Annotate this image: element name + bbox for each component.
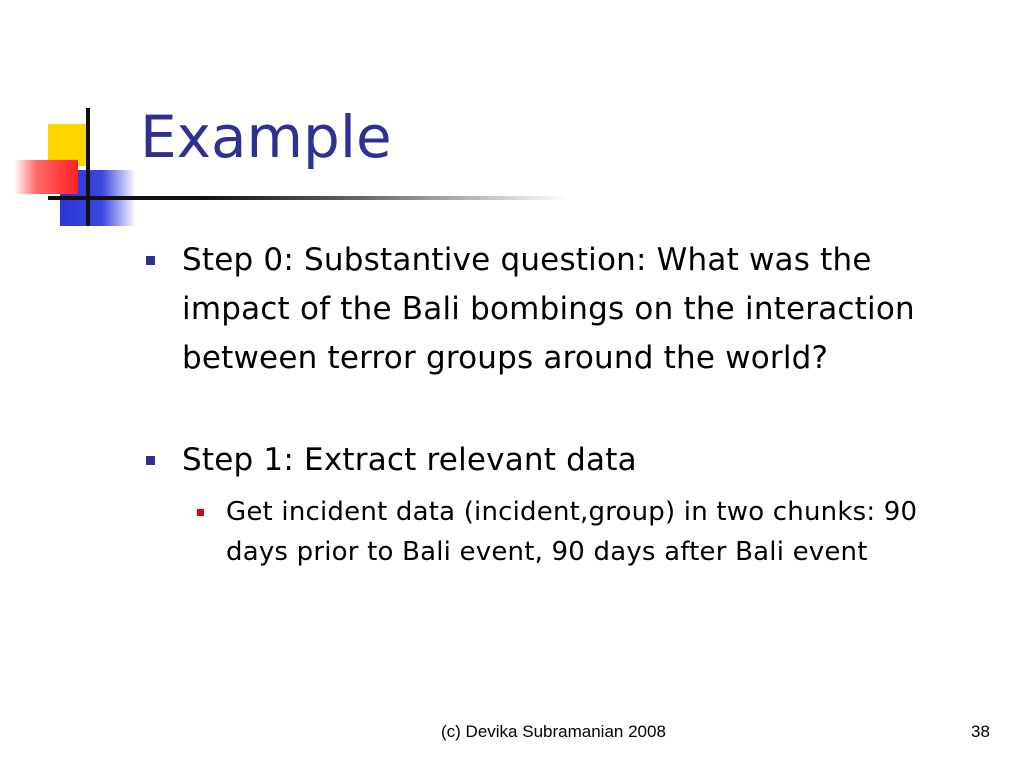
bullet-text: Step 0: Substantive question: What was the impact of the Bali bombings on the interaction between terror groups around the world? — [182, 242, 915, 376]
sub-bullet-text: Get incident data (incident,group) in two chunks: 90 days prior to Bali event, 90 days after Bali event — [226, 497, 918, 567]
bullet-text: Step 1: Extract relevant data — [182, 442, 637, 478]
red-square-decoration — [14, 160, 78, 194]
vertical-rule — [86, 108, 90, 226]
slide-title: Example — [140, 103, 392, 171]
sub-bullet-square-icon — [197, 509, 204, 516]
bullet-square-icon — [146, 456, 155, 465]
page-number: 38 — [971, 722, 990, 741]
title-underline-rule — [48, 196, 568, 200]
bullet-square-icon — [146, 256, 155, 265]
footer-credit: (c) Devika Subramanian 2008 — [441, 722, 666, 741]
